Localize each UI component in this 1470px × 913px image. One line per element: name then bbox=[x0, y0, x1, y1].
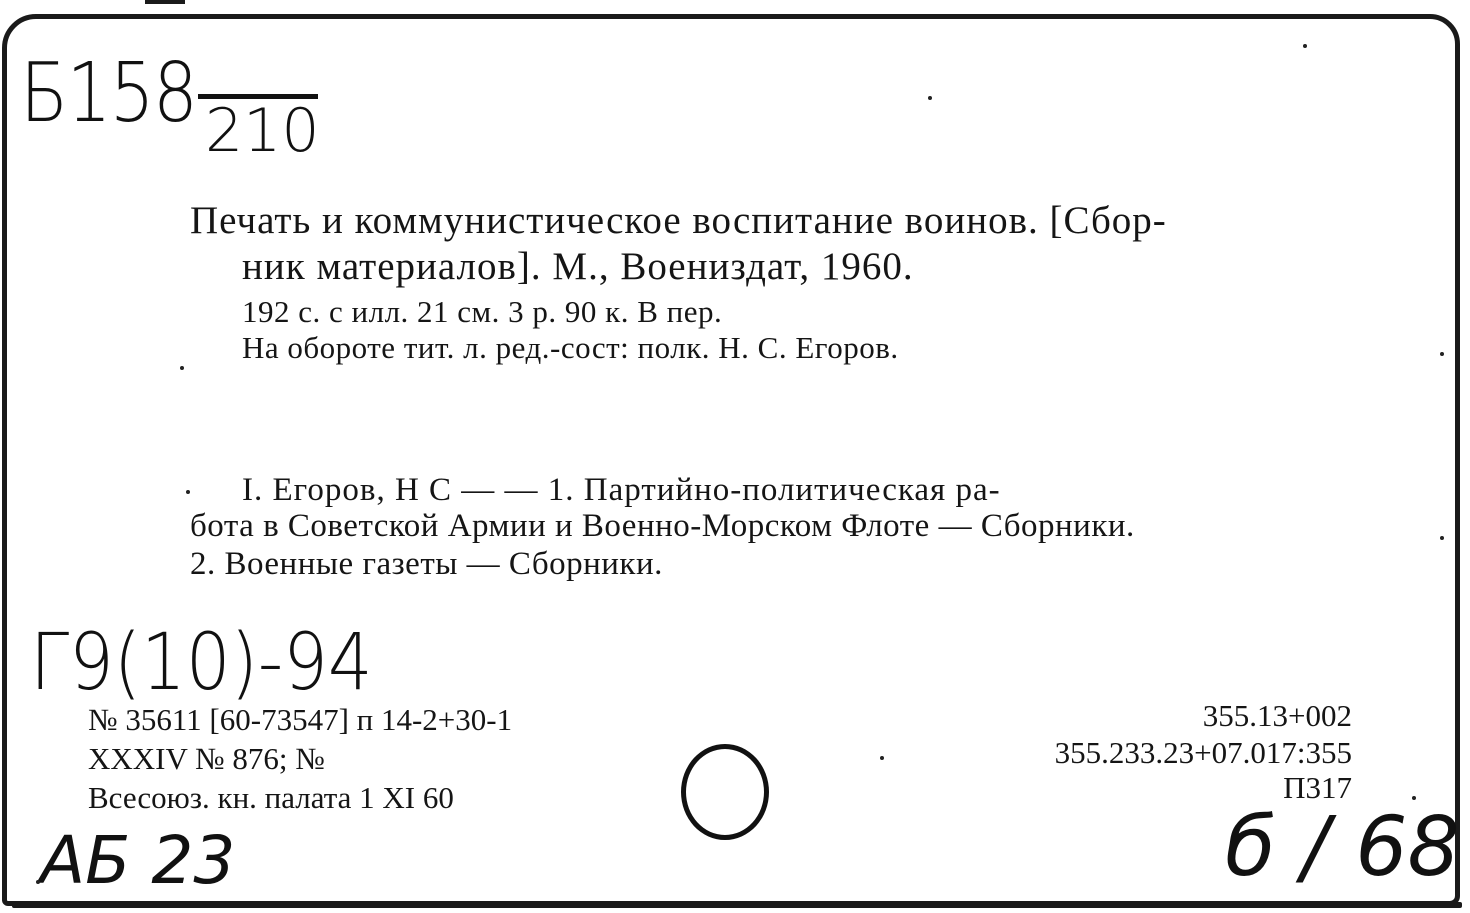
tracings-line-2: бота в Советской Армии и Военно-Морском Флоте — Сборники. bbox=[190, 508, 1135, 544]
top-edge-mark bbox=[145, 0, 185, 4]
speck-dot bbox=[1303, 44, 1307, 48]
title-line-2: ник материалов]. М., Воениздат, 1960. bbox=[242, 245, 914, 288]
handwritten-class-number: Г9(10)-94 bbox=[30, 618, 373, 708]
handwritten-bottom-right-note: б / 68 bbox=[1225, 800, 1460, 895]
udc-line-3: П317 bbox=[1283, 770, 1352, 805]
tracings-line-1: I. Егоров, Н С — — 1. Партийно-политическая ра- bbox=[242, 472, 1001, 508]
handwritten-bottom-left-note: АБ 23 bbox=[40, 822, 236, 899]
card-bottom-edge bbox=[12, 902, 1462, 908]
speck-dot bbox=[1440, 352, 1444, 356]
speck-dot bbox=[1412, 796, 1416, 800]
speck-dot bbox=[928, 96, 932, 100]
handwritten-circle-mark bbox=[681, 744, 769, 840]
footer-left-line-3: Всесоюз. кн. палата 1 XI 60 bbox=[88, 780, 454, 815]
footer-left-line-2: XXXIV № 876; № bbox=[88, 741, 325, 776]
speck-dot bbox=[880, 756, 884, 760]
collation-line-1: 192 с. с илл. 21 см. 3 р. 90 к. В пер. bbox=[242, 294, 723, 329]
handwritten-shelf-sub: 210 bbox=[205, 96, 320, 166]
speck-dot bbox=[180, 366, 184, 370]
tracings-line-3: 2. Военные газеты — Сборники. bbox=[190, 546, 663, 582]
speck-dot bbox=[36, 880, 40, 884]
speck-dot bbox=[1440, 536, 1444, 540]
udc-line-2: 355.233.23+07.017:355 bbox=[1054, 735, 1352, 770]
title-line-1: Печать и коммунистическое воспитание воинов. [Сбор- bbox=[190, 199, 1167, 242]
collation-line-2: На обороте тит. л. ред.-сост: полк. Н. С. Егоров. bbox=[242, 330, 899, 365]
udc-line-1: 355.13+002 bbox=[1202, 698, 1352, 733]
handwritten-shelf-number: Б158 bbox=[20, 46, 197, 141]
speck-dot bbox=[186, 490, 190, 494]
footer-left-line-1: № 35611 [60-73547] п 14-2+30-1 bbox=[88, 702, 513, 737]
